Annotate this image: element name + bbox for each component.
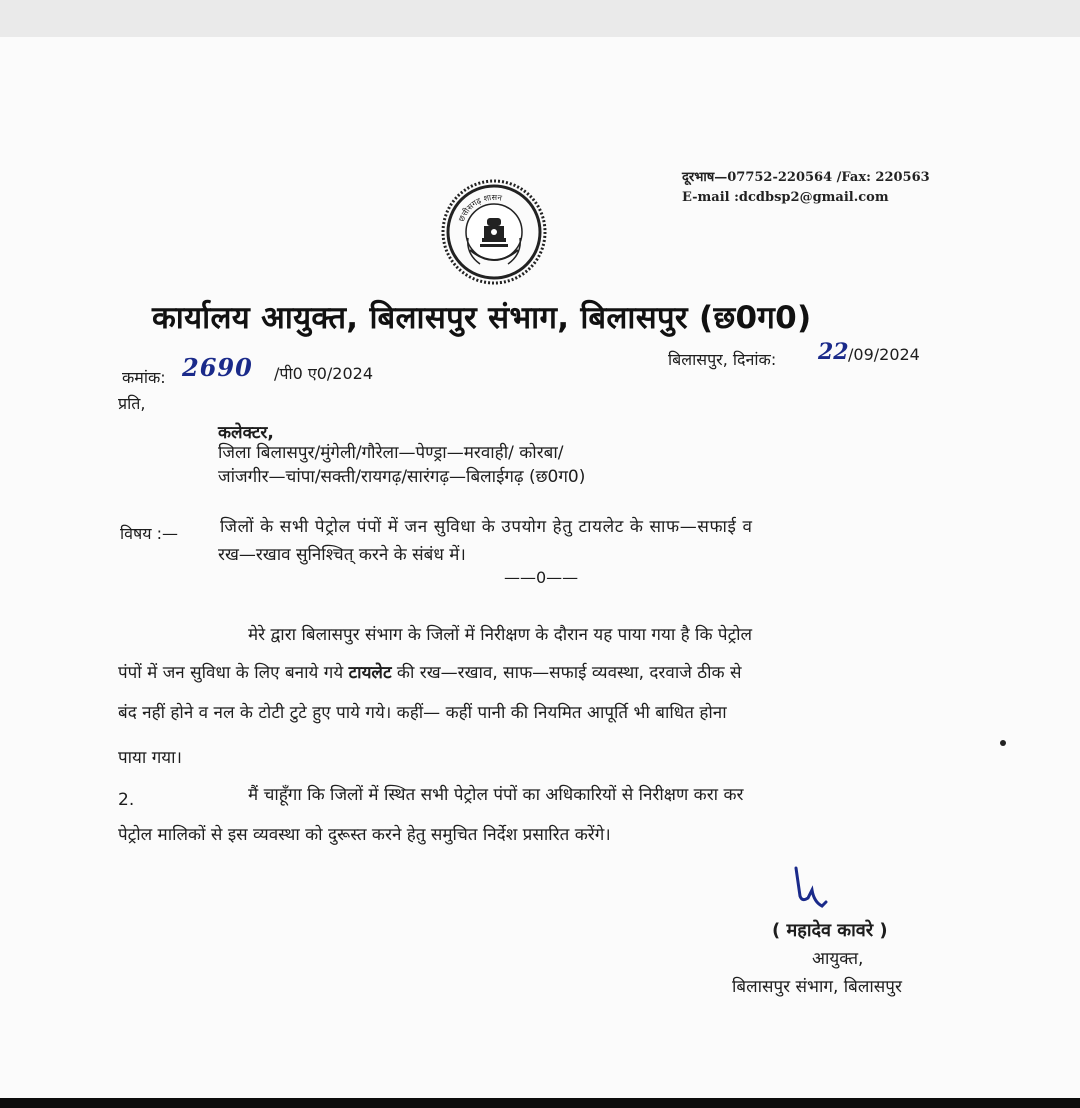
date-month-year: /09/2024 bbox=[848, 345, 920, 364]
ref-label: कमांक: bbox=[122, 368, 166, 387]
subject-line2: रख—रखाव सुनिश्चित् करने के संबंध में। bbox=[218, 545, 466, 565]
email: E-mail :dcdbsp2@gmail.com bbox=[682, 190, 889, 205]
handwritten-signature-icon bbox=[788, 862, 848, 922]
phone-fax: दूरभाष—07752-220564 /Fax: 220563 bbox=[682, 170, 930, 185]
date-day: 22 bbox=[818, 339, 849, 365]
top-band bbox=[0, 0, 1080, 37]
para2-line1: मैं चाहूँगा कि जिलों में स्थित सभी पेट्रोल पंपों का अधिकारियों से निरीक्षण करा कर bbox=[248, 785, 744, 805]
para1-line1: मेरे द्वारा बिलासपुर संभाग के जिलों में निरीक्षण के दौरान यह पाया गया है कि पेट्रोल bbox=[248, 625, 753, 645]
signatory-name: ( महादेव कावरे ) bbox=[772, 920, 888, 941]
para1-line3: बंद नहीं होने व नल के टोटी टुटे हुए पाये गये। कहीं— कहीं पानी की नियमित आपूर्ति भी बाधित होना bbox=[118, 703, 727, 723]
para1-line2: पंपों में जन सुविधा के लिए बनाये गये टायलेट की रख—रखाव, साफ—सफाई व्यवस्था, दरवाजे ठीक से bbox=[118, 663, 742, 683]
place-date-label: बिलासपुर, दिनांक: bbox=[668, 350, 777, 369]
subject-line1: जिलों के सभी पेट्रोल पंपों में जन सुविधा के उपयोग हेतु टायलेट के साफ—सफाई व bbox=[220, 517, 753, 537]
ref-suffix: /पी0 ए0/2024 bbox=[274, 364, 374, 383]
bottom-band bbox=[0, 1098, 1080, 1108]
stray-mark bbox=[1000, 740, 1006, 746]
para2-line2: पेट्रोल मालिकों से इस व्यवस्था को दुरूस्त करने हेतु समुचित निर्देश प्रसारित करेंगे। bbox=[118, 825, 611, 845]
addressee-line2: जांजगीर—चांपा/सक्ती/रायगढ़/सारंगढ़—बिलाईगढ़ (छ0ग0) bbox=[218, 467, 586, 487]
subject-label: विषय :— bbox=[120, 524, 179, 543]
ref-number: 2690 bbox=[182, 353, 253, 382]
subject-separator: ——0—— bbox=[504, 568, 579, 587]
state-emblem-seal-icon bbox=[440, 178, 548, 286]
para1-line4: पाया गया। bbox=[118, 748, 183, 768]
signatory-office: बिलासपुर संभाग, बिलासपुर bbox=[732, 977, 902, 997]
addressee-title: कलेक्टर, bbox=[218, 423, 274, 443]
seal-text: छत्तीसगढ़ शासन bbox=[457, 192, 503, 223]
signatory-designation: आयुक्त, bbox=[812, 949, 864, 969]
contact-block bbox=[682, 168, 930, 208]
office-title: कार्यालय आयुक्त, बिलासपुर संभाग, बिलासपुर (छ0ग0) bbox=[152, 300, 812, 336]
addressee-line1: जिला बिलासपुर/मुंगेली/गौरेला—पेण्ड्रा—मरवाही/ कोरबा/ bbox=[218, 443, 564, 463]
prati: प्रति, bbox=[118, 394, 146, 413]
para2-number: 2. bbox=[118, 790, 135, 810]
